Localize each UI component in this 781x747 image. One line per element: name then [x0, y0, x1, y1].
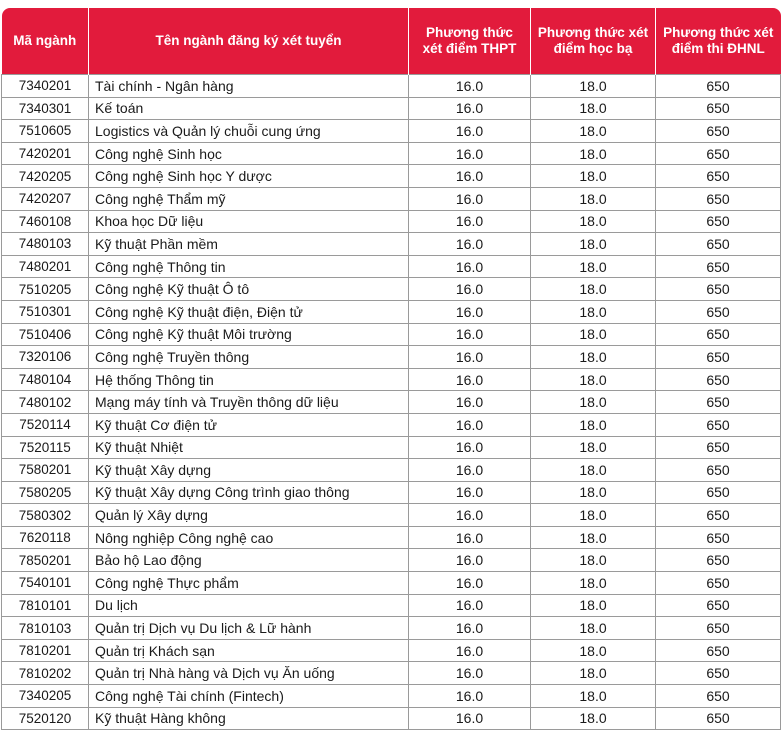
- table-row: [2, 346, 781, 369]
- table-row: [2, 526, 781, 549]
- cell-thpt: 16.0: [409, 75, 531, 98]
- header-hocba: Phương thức xét điểm học bạ: [531, 8, 656, 75]
- cell-dhnl: 650: [656, 187, 781, 210]
- cell-code: 7460108: [2, 210, 89, 233]
- cell-thpt: 16.0: [409, 165, 531, 188]
- table-header: [2, 8, 781, 75]
- cell-hocba: 18.0: [531, 120, 656, 143]
- cell-thpt: 16.0: [409, 323, 531, 346]
- cell-dhnl: 650: [656, 504, 781, 527]
- cell-dhnl: 650: [656, 75, 781, 98]
- cell-hocba: 18.0: [531, 75, 656, 98]
- cell-code: 7620118: [2, 526, 89, 549]
- cell-thpt: 16.0: [409, 685, 531, 708]
- cell-thpt: 16.0: [409, 187, 531, 210]
- cell-dhnl: 650: [656, 165, 781, 188]
- cell-name: Mạng máy tính và Truyền thông dữ liệu: [89, 391, 409, 414]
- cell-thpt: 16.0: [409, 481, 531, 504]
- cell-thpt: 16.0: [409, 662, 531, 685]
- cell-hocba: 18.0: [531, 526, 656, 549]
- cell-code: 7420201: [2, 142, 89, 165]
- header-code: Mã ngành: [2, 8, 89, 75]
- cell-code: 7320106: [2, 346, 89, 369]
- cell-name: Tài chính - Ngân hàng: [89, 75, 409, 98]
- header-row: [2, 8, 781, 75]
- table-row: [2, 504, 781, 527]
- cell-thpt: 16.0: [409, 617, 531, 640]
- cell-dhnl: 650: [656, 617, 781, 640]
- table-row: [2, 572, 781, 595]
- cell-thpt: 16.0: [409, 278, 531, 301]
- table-row: [2, 391, 781, 414]
- table-row: [2, 549, 781, 572]
- cell-name: Kế toán: [89, 97, 409, 120]
- cell-name: Kỹ thuật Xây dựng: [89, 459, 409, 482]
- cell-thpt: 16.0: [409, 459, 531, 482]
- cell-code: 7810202: [2, 662, 89, 685]
- cell-code: 7510301: [2, 300, 89, 323]
- cell-dhnl: 650: [656, 300, 781, 323]
- cell-name: Công nghệ Kỹ thuật Môi trường: [89, 323, 409, 346]
- cell-hocba: 18.0: [531, 300, 656, 323]
- cell-name: Bảo hộ Lao động: [89, 549, 409, 572]
- cell-dhnl: 650: [656, 436, 781, 459]
- cell-hocba: 18.0: [531, 639, 656, 662]
- cell-code: 7480201: [2, 255, 89, 278]
- cell-name: Kỹ thuật Cơ điện tử: [89, 413, 409, 436]
- cell-dhnl: 650: [656, 120, 781, 143]
- cell-name: Công nghệ Tài chính (Fintech): [89, 685, 409, 708]
- cell-dhnl: 650: [656, 368, 781, 391]
- cell-thpt: 16.0: [409, 391, 531, 414]
- cell-hocba: 18.0: [531, 459, 656, 482]
- cell-hocba: 18.0: [531, 504, 656, 527]
- cell-dhnl: 650: [656, 639, 781, 662]
- cell-dhnl: 650: [656, 278, 781, 301]
- cell-dhnl: 650: [656, 233, 781, 256]
- table-row: [2, 639, 781, 662]
- table-row: [2, 413, 781, 436]
- table-body: [2, 75, 781, 730]
- table-row: [2, 210, 781, 233]
- cell-thpt: 16.0: [409, 549, 531, 572]
- cell-dhnl: 650: [656, 459, 781, 482]
- cell-thpt: 16.0: [409, 233, 531, 256]
- cell-thpt: 16.0: [409, 97, 531, 120]
- cell-dhnl: 650: [656, 594, 781, 617]
- cell-name: Công nghệ Sinh học: [89, 142, 409, 165]
- cell-code: 7480102: [2, 391, 89, 414]
- cell-hocba: 18.0: [531, 142, 656, 165]
- cell-hocba: 18.0: [531, 187, 656, 210]
- admissions-table: [1, 8, 781, 730]
- table-row: [2, 120, 781, 143]
- cell-thpt: 16.0: [409, 300, 531, 323]
- cell-hocba: 18.0: [531, 707, 656, 730]
- cell-thpt: 16.0: [409, 346, 531, 369]
- cell-dhnl: 650: [656, 323, 781, 346]
- table-row: [2, 368, 781, 391]
- cell-dhnl: 650: [656, 549, 781, 572]
- cell-dhnl: 650: [656, 97, 781, 120]
- cell-name: Kỹ thuật Phần mềm: [89, 233, 409, 256]
- table-row: [2, 165, 781, 188]
- table-row: [2, 685, 781, 708]
- cell-thpt: 16.0: [409, 368, 531, 391]
- cell-name: Khoa học Dữ liệu: [89, 210, 409, 233]
- cell-dhnl: 650: [656, 391, 781, 414]
- cell-name: Công nghệ Truyền thông: [89, 346, 409, 369]
- table-row: [2, 255, 781, 278]
- table-row: [2, 436, 781, 459]
- header-thpt: Phương thức xét điểm THPT: [409, 8, 531, 75]
- header-dhnl: Phương thức xét điểm thi ĐHNL: [656, 8, 781, 75]
- cell-code: 7580205: [2, 481, 89, 504]
- cell-name: Quản trị Nhà hàng và Dịch vụ Ăn uống: [89, 662, 409, 685]
- cell-dhnl: 650: [656, 210, 781, 233]
- table-row: [2, 594, 781, 617]
- cell-hocba: 18.0: [531, 594, 656, 617]
- cell-thpt: 16.0: [409, 707, 531, 730]
- cell-name: Quản trị Khách sạn: [89, 639, 409, 662]
- cell-dhnl: 650: [656, 685, 781, 708]
- cell-name: Kỹ thuật Nhiệt: [89, 436, 409, 459]
- cell-code: 7340301: [2, 97, 89, 120]
- cell-code: 7340205: [2, 685, 89, 708]
- cell-thpt: 16.0: [409, 594, 531, 617]
- cell-code: 7420205: [2, 165, 89, 188]
- cell-hocba: 18.0: [531, 481, 656, 504]
- cell-dhnl: 650: [656, 142, 781, 165]
- table-row: [2, 662, 781, 685]
- table-row: [2, 187, 781, 210]
- cell-dhnl: 650: [656, 413, 781, 436]
- cell-dhnl: 650: [656, 707, 781, 730]
- cell-name: Kỹ thuật Hàng không: [89, 707, 409, 730]
- cell-thpt: 16.0: [409, 120, 531, 143]
- cell-thpt: 16.0: [409, 142, 531, 165]
- table-row: [2, 233, 781, 256]
- cell-name: Công nghệ Sinh học Y dược: [89, 165, 409, 188]
- cell-code: 7340201: [2, 75, 89, 98]
- table-row: [2, 300, 781, 323]
- cell-hocba: 18.0: [531, 549, 656, 572]
- cell-hocba: 18.0: [531, 662, 656, 685]
- cell-hocba: 18.0: [531, 413, 656, 436]
- cell-code: 7810101: [2, 594, 89, 617]
- cell-name: Công nghệ Thực phẩm: [89, 572, 409, 595]
- cell-code: 7520115: [2, 436, 89, 459]
- cell-hocba: 18.0: [531, 255, 656, 278]
- cell-code: 7540101: [2, 572, 89, 595]
- table-row: [2, 278, 781, 301]
- cell-code: 7850201: [2, 549, 89, 572]
- cell-name: Quản lý Xây dựng: [89, 504, 409, 527]
- table-row: [2, 97, 781, 120]
- cell-name: Quản trị Dịch vụ Du lịch & Lữ hành: [89, 617, 409, 640]
- cell-name: Logistics và Quản lý chuỗi cung ứng: [89, 120, 409, 143]
- cell-name: Kỹ thuật Xây dựng Công trình giao thông: [89, 481, 409, 504]
- cell-hocba: 18.0: [531, 233, 656, 256]
- cell-dhnl: 650: [656, 526, 781, 549]
- cell-dhnl: 650: [656, 346, 781, 369]
- cell-name: Công nghệ Kỹ thuật điện, Điện tử: [89, 300, 409, 323]
- table-row: [2, 75, 781, 98]
- cell-dhnl: 650: [656, 572, 781, 595]
- cell-code: 7580302: [2, 504, 89, 527]
- cell-hocba: 18.0: [531, 278, 656, 301]
- cell-thpt: 16.0: [409, 413, 531, 436]
- cell-code: 7810103: [2, 617, 89, 640]
- cell-hocba: 18.0: [531, 391, 656, 414]
- header-name: Tên ngành đăng ký xét tuyển: [89, 8, 409, 75]
- cell-code: 7520120: [2, 707, 89, 730]
- cell-hocba: 18.0: [531, 165, 656, 188]
- cell-dhnl: 650: [656, 255, 781, 278]
- table-row: [2, 323, 781, 346]
- cell-thpt: 16.0: [409, 526, 531, 549]
- cell-dhnl: 650: [656, 481, 781, 504]
- cell-hocba: 18.0: [531, 572, 656, 595]
- cell-hocba: 18.0: [531, 210, 656, 233]
- cell-thpt: 16.0: [409, 255, 531, 278]
- cell-thpt: 16.0: [409, 436, 531, 459]
- cell-code: 7510605: [2, 120, 89, 143]
- cell-name: Nông nghiệp Công nghệ cao: [89, 526, 409, 549]
- cell-code: 7580201: [2, 459, 89, 482]
- cell-thpt: 16.0: [409, 639, 531, 662]
- table-row: [2, 707, 781, 730]
- cell-hocba: 18.0: [531, 436, 656, 459]
- cell-dhnl: 650: [656, 662, 781, 685]
- cell-hocba: 18.0: [531, 685, 656, 708]
- cell-name: Công nghệ Thẩm mỹ: [89, 187, 409, 210]
- table-row: [2, 481, 781, 504]
- cell-hocba: 18.0: [531, 97, 656, 120]
- cell-name: Công nghệ Thông tin: [89, 255, 409, 278]
- table-row: [2, 142, 781, 165]
- cell-thpt: 16.0: [409, 210, 531, 233]
- cell-hocba: 18.0: [531, 368, 656, 391]
- cell-code: 7420207: [2, 187, 89, 210]
- table-row: [2, 459, 781, 482]
- cell-hocba: 18.0: [531, 346, 656, 369]
- cell-name: Du lịch: [89, 594, 409, 617]
- cell-code: 7810201: [2, 639, 89, 662]
- cell-code: 7480103: [2, 233, 89, 256]
- cell-name: Công nghệ Kỹ thuật Ô tô: [89, 278, 409, 301]
- cell-hocba: 18.0: [531, 617, 656, 640]
- cell-code: 7480104: [2, 368, 89, 391]
- admissions-table-container: [1, 8, 780, 730]
- table-row: [2, 617, 781, 640]
- cell-name: Hệ thống Thông tin: [89, 368, 409, 391]
- cell-thpt: 16.0: [409, 504, 531, 527]
- cell-thpt: 16.0: [409, 572, 531, 595]
- cell-code: 7520114: [2, 413, 89, 436]
- cell-hocba: 18.0: [531, 323, 656, 346]
- cell-code: 7510205: [2, 278, 89, 301]
- cell-code: 7510406: [2, 323, 89, 346]
